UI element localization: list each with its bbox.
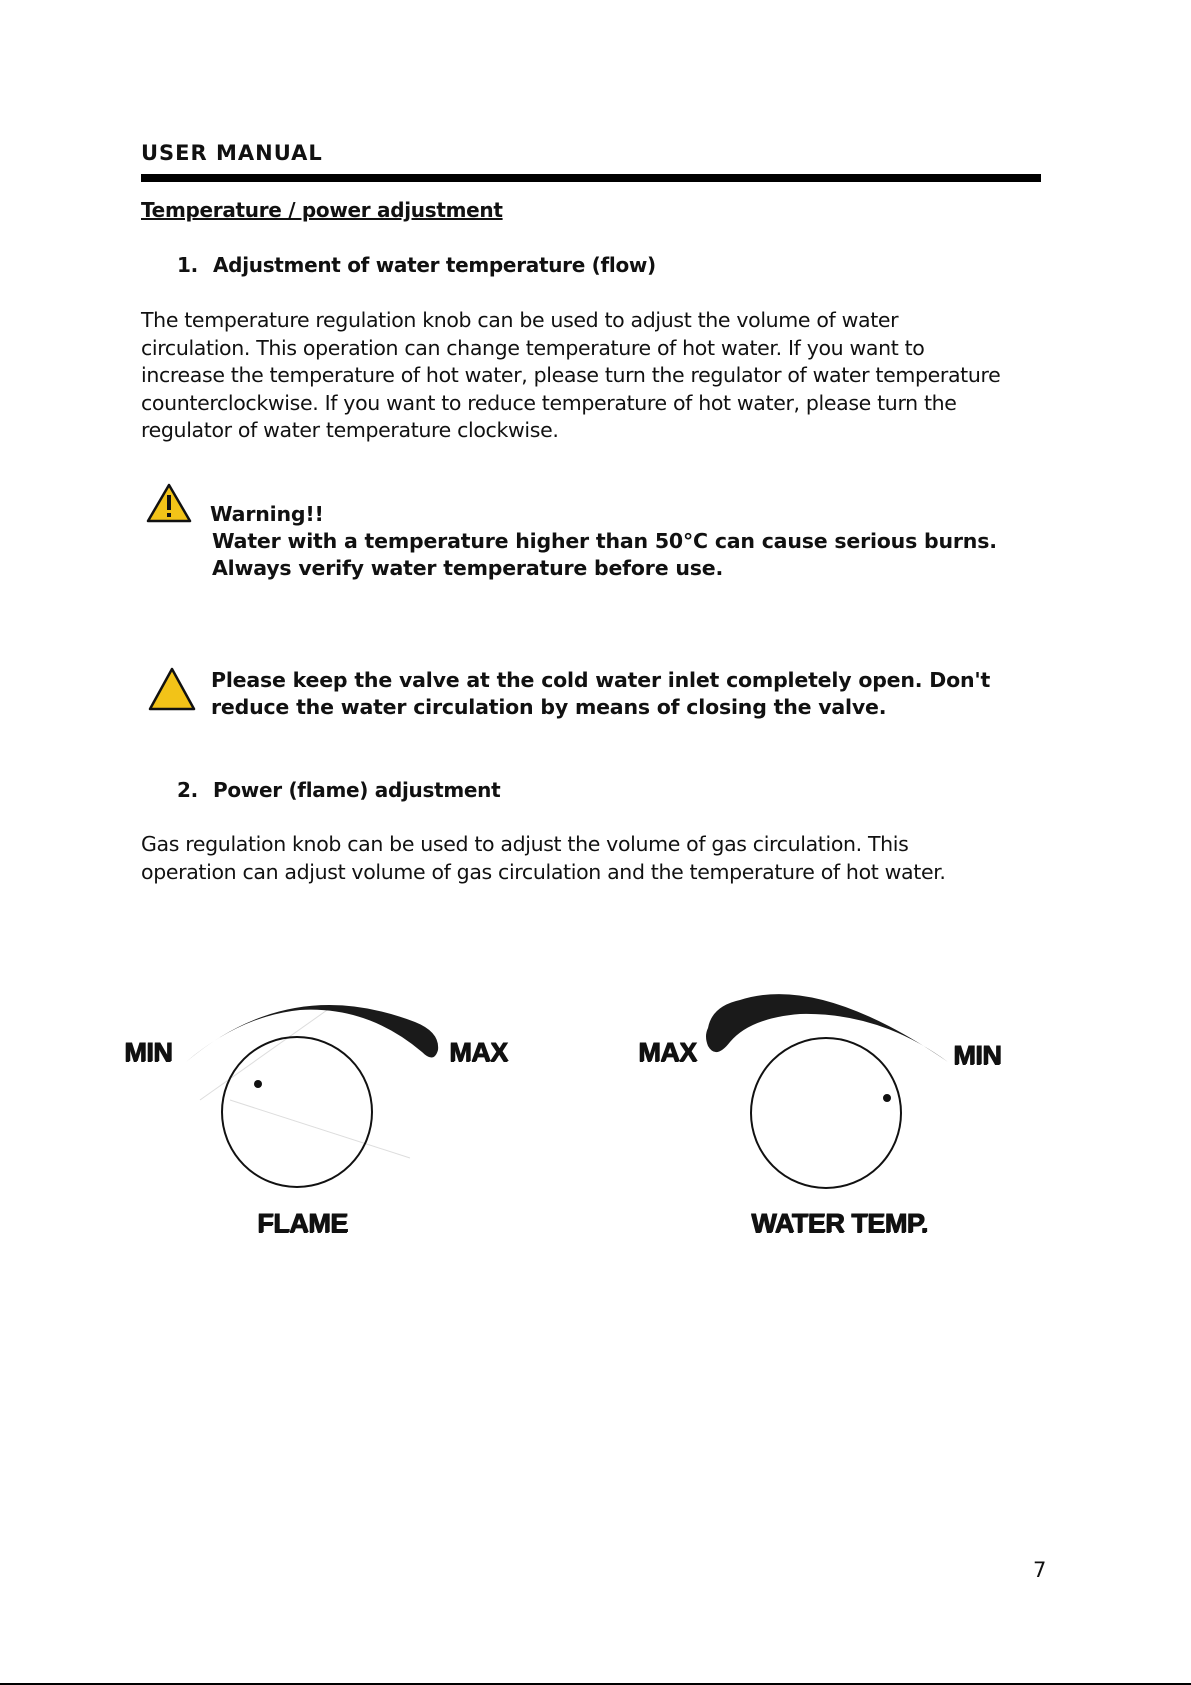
flame-knob-diagram [180, 980, 460, 1200]
header-label: USER MANUAL [141, 141, 323, 165]
warning1-title: Warning!! [210, 502, 324, 526]
warning1-line1: Water with a temperature higher than 50°C can cause serious burns. [212, 529, 997, 553]
item1-title: Adjustment of water temperature (flow) [213, 253, 656, 277]
item2-paragraph: Gas regulation knob can be used to adjust the volume of gas circulation. This operation can adjust volume of gas circulation and the temperature of hot water. [141, 832, 946, 884]
item1-number: 1. [177, 253, 198, 277]
warning2-line2: reduce the water circulation by means of closing the valve. [211, 695, 887, 719]
warning-exclamation-icon [145, 482, 193, 524]
water-temp-max-label: MAX [638, 1037, 697, 1067]
item1-heading [177, 253, 877, 279]
flame-max-label: MAX [449, 1037, 508, 1067]
item2-heading [177, 778, 877, 804]
page-number: 7 [1033, 1558, 1047, 1582]
warning-triangle-icon [147, 666, 197, 712]
item2-number: 2. [177, 778, 198, 802]
water-temp-knob-diagram [700, 980, 960, 1200]
warning2-line1: Please keep the valve at the cold water inlet completely open. Don't [211, 668, 991, 692]
warning1-line2: Always verify water temperature before use. [212, 556, 724, 580]
flame-min-label: MIN [124, 1037, 172, 1067]
section-title: Temperature / power adjustment [141, 198, 503, 222]
item2-title: Power (flame) adjustment [213, 778, 501, 802]
item1-paragraph: The temperature regulation knob can be used to adjust the volume of water circulation. This operation can change temperature of hot water. If you want to increase the temperature of hot water, please turn the regulator of water temperature counterclockwise. If you want to reduce temperature of hot water, please turn the regulator of water temperature clockwise. [141, 308, 1001, 442]
water-temp-min-label: MIN [953, 1040, 1001, 1070]
water-temp-knob-name: WATER TEMP. [751, 1208, 928, 1238]
flame-knob-name: FLAME [257, 1208, 348, 1238]
header-rule [141, 174, 1041, 182]
